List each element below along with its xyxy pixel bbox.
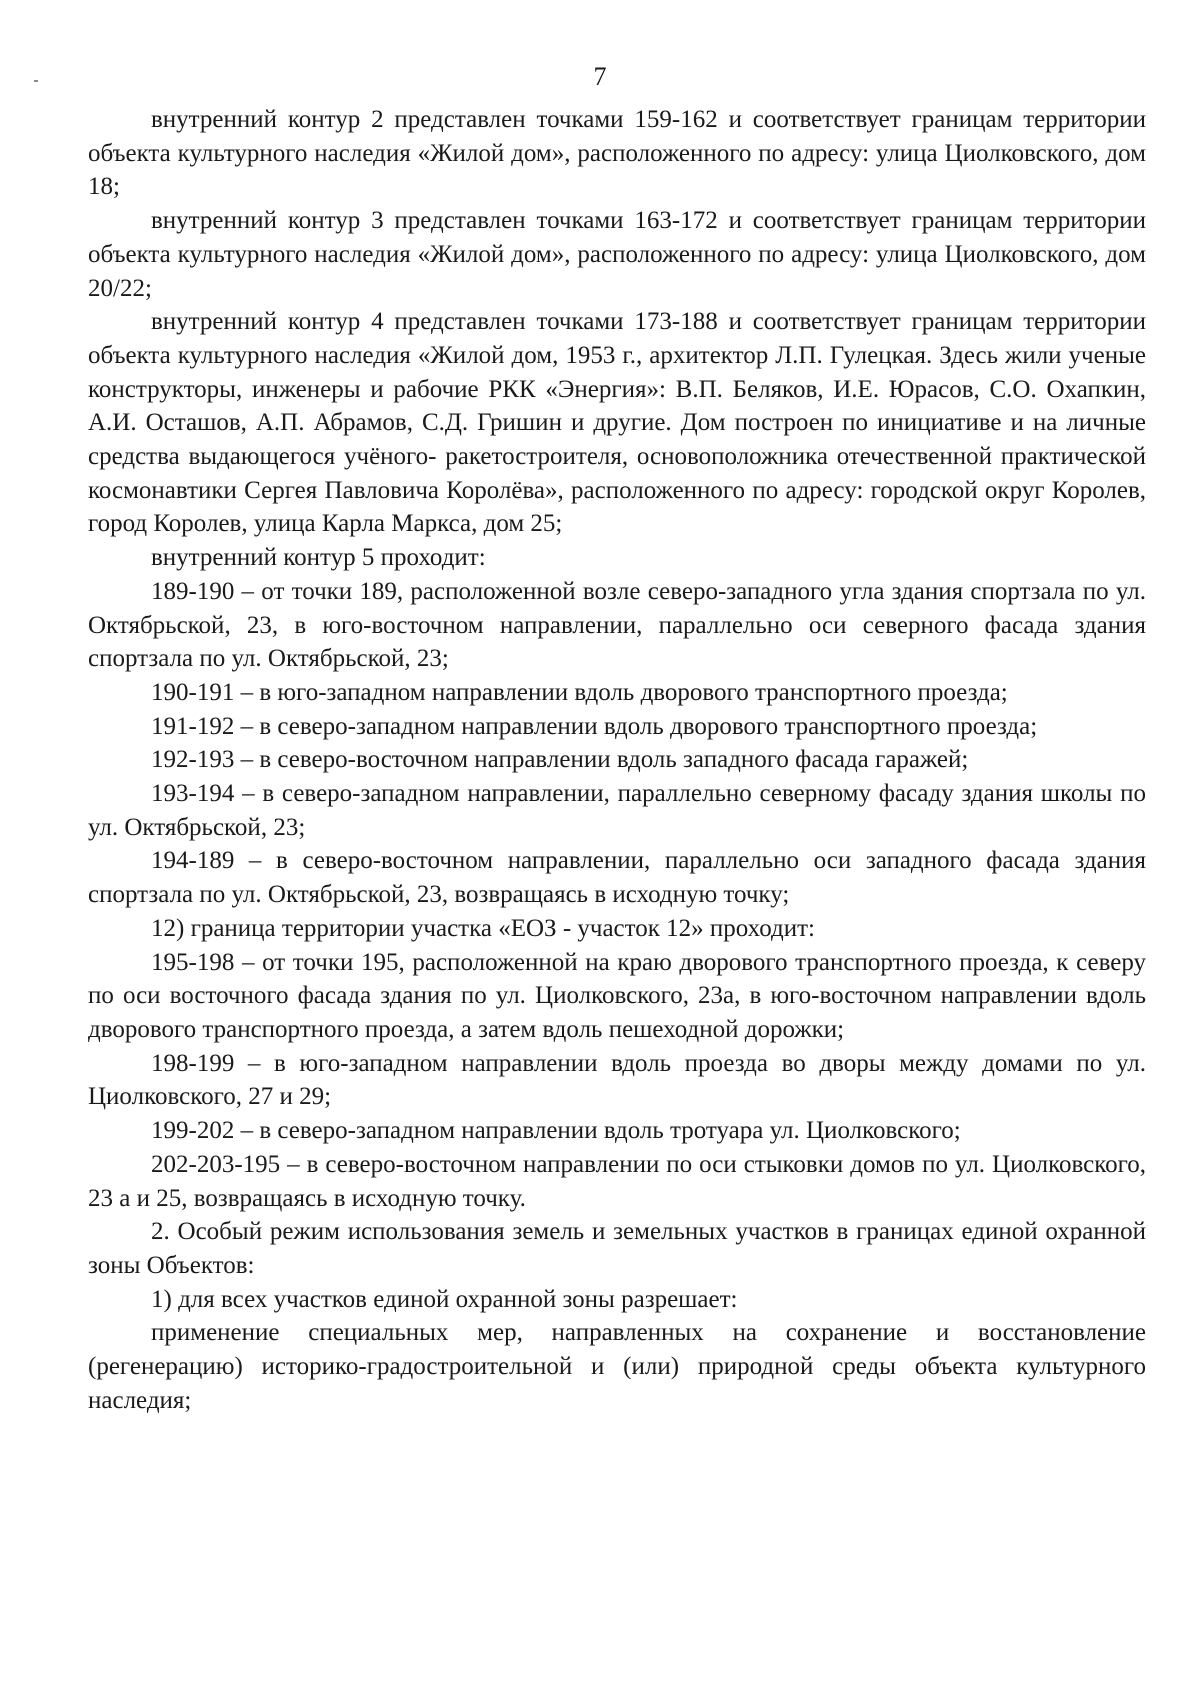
paragraph-special-measures: применение специальных мер, направленных на сохранение и восстановление (регенерацию) историко-градостроительной и (или) природной среды объекта культурного наследия; [88, 1319, 1146, 1414]
paragraph-section-12-heading: 12) граница территории участка «ЕОЗ - участок 12» проходит: [151, 914, 815, 942]
paragraph-segment-189-190: 189-190 – от точки 189, расположенной возле северо-западного угла здания спортзала по ул. Октябрьской, 23, в юго-восточном направлении, параллельно оси северного фасада здания спортзала по ул. Октябрьской, 23; [88, 577, 1146, 673]
paragraph-segment-193-194: 193-194 – в северо-западном направлении, параллельно северному фасаду здания школы по ул. Октябрьской, 23; [88, 780, 1146, 841]
paragraph-inner-contour-5: внутренний контур 5 проходит: [151, 544, 486, 572]
page-number: 7 [593, 62, 607, 91]
paragraph-segment-199-202: 199-202 – в северо-западном направлении вдоль тротуара ул. Циолковского; [151, 1117, 961, 1145]
paragraph-inner-contour-3: внутренний контур 3 представлен точками 163-172 и соответствует границам территории объекта культурного наследия «Жилой дом», расположенного по адресу: улица Циолковского, дом 20/22; [88, 207, 1146, 302]
paragraph-section-2-heading: 2. Особый режим использования земель и земельных участков в границах единой охранной зоны Объектов: [88, 1218, 1146, 1279]
paragraph-segment-202-203-195: 202-203-195 – в северо-восточном направлении по оси стыковки домов по ул. Циолковского, 23 а и 25, возвращаясь в исходную точку. [88, 1150, 1146, 1212]
document-body [88, 103, 1146, 1417]
paragraph-item-1: 1) для всех участков единой охранной зоны разрешает: [151, 1285, 738, 1313]
paragraph-segment-194-189: 194-189 – в северо-восточном направлении, параллельно оси западного фасада здания спортзала по ул. Октябрьской, 23, возвращаясь в исходную точку; [88, 847, 1146, 909]
paragraph-inner-contour-4: внутренний контур 4 представлен точками 173-188 и соответствует границам территории объекта культурного наследия «Жилой дом, 1953 г., архитектор Л.П. Гулецкая. Здесь жили ученые конструкторы, инженеры и рабочие РКК «Энергия»: В.П. Беляков, И.Е. Юрасов, С.О. Охапкин, А.И. Осташов, А.П. Абрамов, С.Д. Гришин и другие. Дом построен по инициативе и на личные средства выдающегося учёного- ракетостроителя, основоположника отечественной практической космонавтики Сергея Павловича Королёва», расположенного по адресу: городской округ Королев, город Королев, улица Карла Маркса, дом 25; [88, 308, 1146, 538]
paragraph-segment-198-199: 198-199 – в юго-западном направлении вдоль проезда во дворы между домами по ул. Циолковского, 27 и 29; [88, 1049, 1146, 1111]
paragraph-segment-195-198: 195-198 – от точки 195, расположенной на краю дворового транспортного проезда, к северу по оси восточного фасада здания по ул. Циолковского, 23а, в юго-восточном направлении вдоль дворового транспортного проезда, а затем вдоль пешеходной дорожки; [88, 948, 1146, 1043]
paragraph-segment-192-193: 192-193 – в северо-восточном направлении вдоль западного фасада гаражей; [151, 746, 969, 774]
paragraph-segment-191-192: 191-192 – в северо-западном направлении вдоль дворового транспортного проезда; [151, 712, 1038, 740]
paragraph-inner-contour-2: внутренний контур 2 представлен точками 159-162 и соответствует границам территории объекта культурного наследия «Жилой дом», расположенного по адресу: улица Циолковского, дом 18; [88, 106, 1146, 201]
paragraph-segment-190-191: 190-191 – в юго-западном направлении вдоль дворового транспортного проезда; [151, 678, 1008, 706]
